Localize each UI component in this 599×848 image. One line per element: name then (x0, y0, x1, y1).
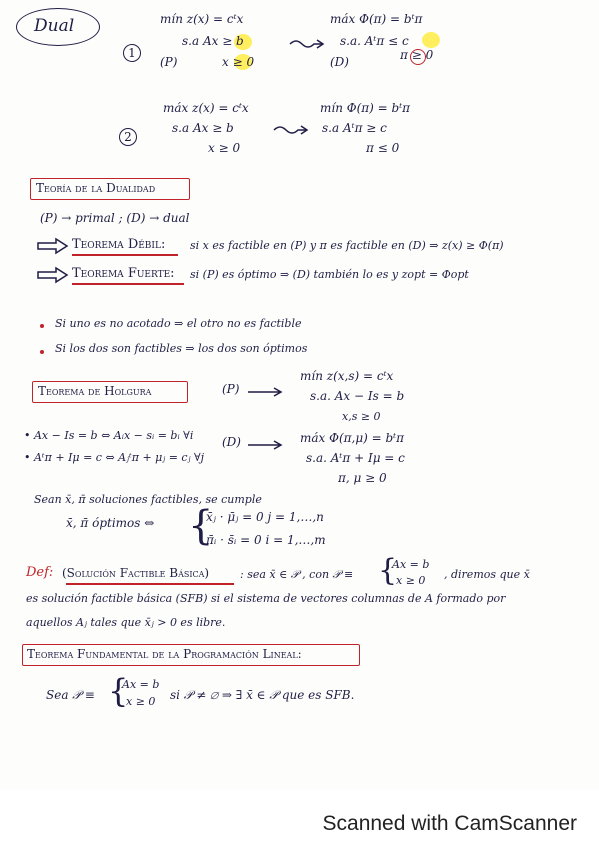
bullet-1 (40, 324, 44, 328)
def-sys-1: Ax = b (392, 558, 430, 571)
example-1-number: 1 (123, 44, 141, 62)
ex2-primal-st: s.a Ax ≥ b (172, 121, 234, 135)
ex1-dual-tag: (D) (330, 55, 349, 69)
teoria-heading: Teoría de la Dualidad (36, 181, 156, 195)
holgura-eq2: • Aᵗπ + Iμ = c ⇔ Aⱼᵗπ + μⱼ = cⱼ ∀j (24, 451, 205, 464)
def-text-2: es solución factible básica (SFB) si el sistema de vectores columnas de A formado por (26, 592, 506, 605)
holgura-p-obj: mín z(x,s) = cᵗx (300, 369, 394, 383)
ex1-primal-nonneg: x ≥ 0 (222, 55, 255, 69)
bullet-text-1: Si uno es no acotado ⇒ el otro no es factible (55, 317, 302, 330)
double-arrow-icon-fuerte (36, 267, 70, 283)
holgura-p-nonneg: x,s ≥ 0 (342, 410, 381, 423)
camscanner-footer: Scanned with CamScanner (322, 812, 577, 835)
def-sys-2: x ≥ 0 (396, 574, 426, 587)
fuerte-underline (72, 283, 184, 285)
brace-conditions: { (188, 503, 214, 549)
debil-text: si x es factible en (P) y π es factible en (D) ⇒ z(x) ≥ Φ(π) (190, 239, 504, 252)
arrow-d (248, 440, 284, 450)
ex1-primal-tag: (P) (160, 55, 178, 69)
fundamental-sea: Sea 𝒫 ≡ (46, 688, 95, 702)
dual-title: Dual (34, 16, 75, 36)
condition-2: π̄ᵢ · s̄ᵢ = 0 i = 1,…,m (206, 533, 326, 547)
holgura-heading: Teorema de Holgura (38, 384, 152, 398)
primal-dual-line: (P) → primal ; (D) → dual (40, 211, 190, 225)
ex1-dual-nonneg: π ≥ 0 (400, 48, 434, 62)
optimos-line: x̄, π̄ óptimos ⇔ (66, 516, 155, 530)
ex2-dual-obj: mín Φ(π) = bᵗπ (320, 101, 411, 115)
holgura-p-tag: (P) (222, 382, 240, 396)
def-title: (Solución Factible Básica) (62, 566, 210, 580)
squiggle-arrow-1 (288, 36, 328, 50)
ex1-primal-obj: mín z(x) = cᵗx (160, 12, 244, 26)
fundamental-sys-2: x ≥ 0 (126, 695, 156, 708)
ex2-primal-obj: máx z(x) = cᵗx (163, 101, 249, 115)
ex1-dual-obj: máx Φ(π) = bᵗπ (330, 12, 423, 26)
bullet-2 (40, 350, 44, 354)
ex1-primal-st: s.a Ax ≥ b (182, 34, 244, 48)
brace-def: { (378, 553, 398, 588)
squiggle-arrow-2 (272, 122, 312, 136)
double-arrow-icon-debil (36, 238, 70, 254)
condition-1: x̄ⱼ · μ̄ⱼ = 0 j = 1,…,n (206, 510, 324, 524)
def-text-1: : sea x̄ ∈ 𝒫 , con 𝒫 ≡ (240, 568, 354, 581)
def-title-underline (66, 583, 234, 585)
holgura-d-nonneg: π, μ ≥ 0 (338, 471, 387, 485)
brace-fundamental: { (108, 672, 129, 710)
bullet-text-2: Si los dos son factibles ⇒ los dos son óptimos (55, 342, 308, 355)
ex2-dual-nonneg: π ≤ 0 (366, 141, 400, 155)
ex1-dual-st: s.a. Aᵗπ ≤ c (340, 34, 409, 48)
holgura-d-obj: máx Φ(π,μ) = bᵗπ (300, 431, 405, 445)
example-2-number: 2 (119, 128, 137, 146)
sean-line: Sean x̄, π̄ soluciones factibles, se cumple (34, 493, 262, 506)
fuerte-text: si (P) es óptimo ⇒ (D) también lo es y zopt = Φopt (190, 268, 469, 281)
holgura-d-tag: (D) (222, 435, 241, 449)
ex2-primal-nonneg: x ≥ 0 (208, 141, 241, 155)
fundamental-sys-1: Ax = b (122, 678, 160, 691)
holgura-p-st: s.a. Ax − Is = b (310, 389, 405, 403)
def-text-1b: , diremos que x̄ (444, 568, 530, 581)
holgura-d-st: s.a. Aᵗπ + Iμ = c (306, 451, 405, 465)
def-text-3: aquellos Aⱼ tales que x̄ⱼ > 0 es libre. (26, 616, 226, 629)
highlight-leq (422, 32, 440, 48)
def-label: Def: (26, 565, 54, 580)
fundamental-heading: Teorema Fundamental de la Programación Lineal: (27, 647, 302, 661)
fundamental-result: si 𝒫 ≠ ∅ ⇒ ∃ x̄ ∈ 𝒫 que es SFB. (170, 688, 355, 702)
fuerte-label: Teorema Fuerte: (72, 266, 175, 281)
holgura-eq1: • Ax − Is = b ⇔ Aᵢx − sᵢ = bᵢ ∀i (24, 429, 194, 442)
debil-label: Teorema Débil: (72, 237, 166, 252)
ex2-dual-st: s.a Aᵗπ ≥ c (322, 121, 387, 135)
arrow-p (248, 387, 284, 397)
debil-underline (72, 254, 178, 256)
